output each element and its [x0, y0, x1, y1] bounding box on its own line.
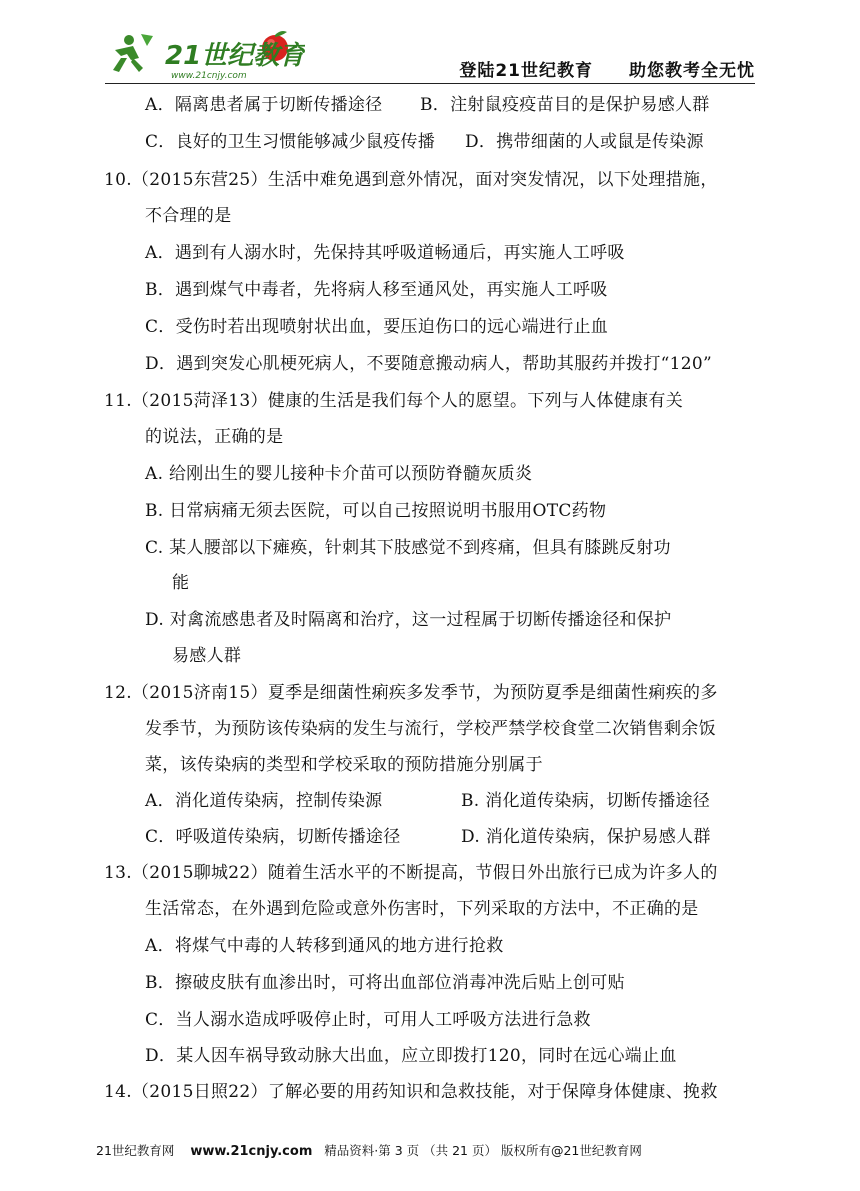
- svg-text:www.21cnjy.com: www.21cnjy.com: [171, 71, 247, 81]
- page-header: [105, 28, 755, 82]
- option-9d: D．携带细菌的人或鼠是传染源: [465, 132, 704, 152]
- option-9b: B．注射鼠疫疫苗目的是保护易感人群: [420, 95, 710, 115]
- question-10: 10.（2015东营25）生活中难免遇到意外情况，面对突发情况，以下处理措施，: [104, 170, 718, 190]
- option-10b: B．遇到煤气中毒者，先将病人移至通风处，再实施人工呼吸: [145, 280, 608, 300]
- header-slogan: 登陆21世纪教育 助您教考全无忧: [459, 61, 755, 81]
- question-11-cont: 的说法，正确的是: [145, 427, 284, 447]
- option-12c: C．呼吸道传染病，切断传播途径: [145, 827, 401, 847]
- option-13d: D．某人因车祸导致动脉大出血，应立即拨打120，同时在远心端止血: [145, 1046, 677, 1066]
- footer-site-link[interactable]: www.21cnjy.com: [190, 1144, 313, 1159]
- question-12: 12.（2015济南15）夏季是细菌性痢疾多发季节，为预防夏季是细菌性痢疾的多: [104, 683, 718, 703]
- page-footer: [96, 1141, 642, 1159]
- option-12a: A．消化道传染病，控制传染源: [145, 791, 383, 811]
- option-9c: C．良好的卫生习惯能够减少鼠疫传播: [145, 132, 436, 152]
- question-11: 11.（2015菏泽13）健康的生活是我们每个人的愿望。下列与人体健康有关: [104, 391, 684, 411]
- option-10d: D．遇到突发心肌梗死病人，不要随意搬动病人，帮助其服药并拨打“120”: [145, 354, 712, 374]
- question-13-cont: 生活常态，在外遇到危险或意外伤害时，下列采取的方法中，不正确的是: [145, 899, 699, 919]
- option-11b: B. 日常病痛无须去医院，可以自己按照说明书服用OTC药物: [145, 501, 607, 521]
- option-13b: B．擦破皮肤有血渗出时，可将出血部位消毒冲洗后贴上创可贴: [145, 973, 625, 993]
- option-10a: A．遇到有人溺水时，先保持其呼吸道畅通后，再实施人工呼吸: [145, 243, 625, 263]
- question-10-cont: 不合理的是: [145, 206, 232, 226]
- option-13c: C．当人溺水造成呼吸停止时，可用人工呼吸方法进行急救: [145, 1010, 591, 1030]
- option-11d: D. 对禽流感患者及时隔离和治疗，这一过程属于切断传播途径和保护: [145, 610, 672, 630]
- option-11d-cont: 易感人群: [172, 646, 242, 666]
- option-10c: C．受伤时若出现喷射状出血，要压迫伤口的远心端进行止血: [145, 317, 609, 337]
- option-9a: A．隔离患者属于切断传播途径: [145, 95, 383, 115]
- footer-left: 21世纪教育网: [96, 1143, 175, 1158]
- question-12-cont2: 菜，该传染病的类型和学校采取的预防措施分别属于: [145, 755, 543, 775]
- option-11a: A. 给刚出生的婴儿接种卡介苗可以预防脊髓灰质炎: [145, 464, 533, 484]
- option-12d: D. 消化道传染病，保护易感人群: [461, 827, 711, 847]
- option-13a: A．将煤气中毒的人转移到通风的地方进行抢救: [145, 936, 504, 956]
- svg-text:21世纪教育: 21世纪教育: [165, 41, 305, 71]
- option-11c: C. 某人腰部以下瘫痪，针刺其下肢感觉不到疼痛，但具有膝跳反射功: [145, 538, 671, 558]
- logo-21cnjy: [105, 28, 305, 82]
- header-rule: [105, 83, 755, 84]
- option-12b: B. 消化道传染病，切断传播途径: [461, 791, 711, 811]
- question-14: 14.（2015日照22）了解必要的用药知识和急救技能，对于保障身体健康、挽救: [104, 1082, 718, 1102]
- footer-right: 精品资料·第 3 页 （共 21 页） 版权所有@21世纪教育网: [324, 1143, 642, 1158]
- option-11c-cont: 能: [172, 573, 190, 593]
- question-12-cont1: 发季节，为预防该传染病的发生与流行，学校严禁学校食堂二次销售剩余饭: [145, 719, 716, 739]
- question-13: 13.（2015聊城22）随着生活水平的不断提高，节假日外出旅行已成为许多人的: [104, 863, 718, 883]
